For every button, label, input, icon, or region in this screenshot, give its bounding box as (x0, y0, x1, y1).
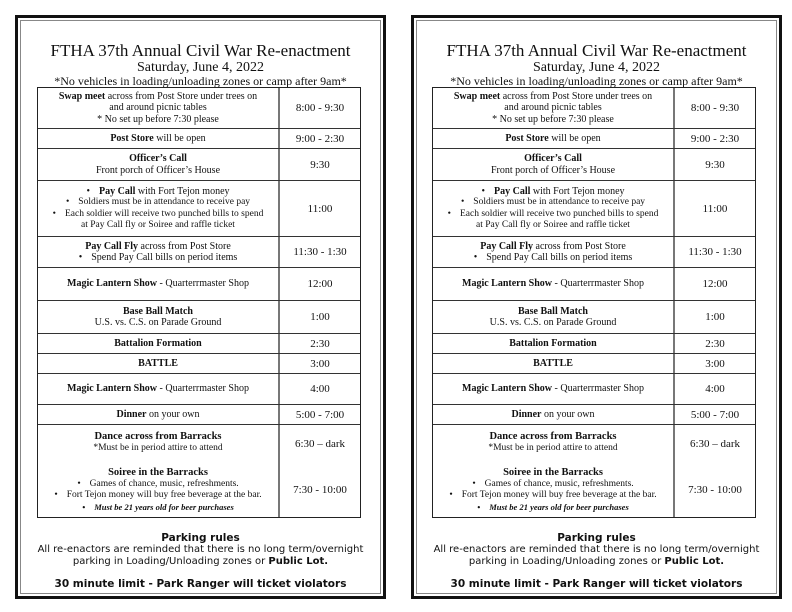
schedule-row-base-ball (433, 301, 755, 334)
event-name: Pay Call (494, 185, 531, 197)
event-time: 9:30 (310, 158, 330, 171)
event-detail: *Must be in period attire to attend (93, 442, 223, 453)
parking-text-prefix: parking in Loading/Unloading zones or (72, 556, 269, 567)
schedule-row-dance (433, 425, 755, 463)
schedule-row-swap-meet (38, 88, 360, 129)
event-note: * No set up before 7:30 please (492, 113, 614, 125)
event-detail: will be open (548, 132, 601, 144)
schedule-row-swap-meet (433, 88, 755, 129)
event-time: 1:00 (705, 311, 725, 323)
event-bullet: • Soldiers must be in attendance to receive pay (66, 197, 250, 209)
event-detail: across from Post Store (533, 240, 626, 252)
event-detail: - Quarterrmaster Shop (157, 383, 249, 395)
flyer-title: FTHA 37th Annual Civil War Re-enactment (446, 41, 747, 60)
schedule-row-magic-lantern-afternoon (433, 374, 755, 405)
event-warning: • Must be 21 years old for beer purchases (477, 502, 629, 514)
event-warning: • Must be 21 years old for beer purchases (82, 502, 234, 514)
event-time: 12:00 (307, 278, 333, 290)
schedule-row-battle (433, 354, 755, 374)
event-time: 11:00 (307, 202, 333, 215)
parking-heading: Parking rules (161, 532, 240, 544)
event-name: Dance across from Barracks (489, 431, 617, 442)
parking-heading: Parking rules (557, 532, 636, 544)
schedule-row-post-store (433, 129, 755, 149)
event-time: 5:00 - 7:00 (690, 408, 740, 421)
event-description (433, 425, 673, 463)
schedule-row-soiree (38, 463, 360, 517)
event-name: Soiree in the Barracks (108, 467, 208, 478)
schedule-row-dinner (38, 405, 360, 425)
event-detail: *Must be in period attire to attend (488, 442, 618, 453)
event-name: BATTLE (533, 357, 573, 369)
schedule-table (37, 87, 361, 518)
event-name: Pay Call Fly (480, 240, 533, 252)
schedule-row-pay-call (433, 181, 755, 237)
event-description (433, 129, 673, 148)
event-date: Saturday, June 4, 2022 (532, 60, 661, 75)
event-description (38, 301, 278, 333)
public-lot-label: Public Lot. (268, 556, 329, 567)
parking-warning: 30 minute limit - Park Ranger will ticket violators (450, 578, 743, 590)
event-time: 2:30 (310, 337, 330, 350)
event-name: Dance across from Barracks (94, 431, 222, 442)
event-time: 5:00 - 7:00 (295, 408, 345, 421)
event-detail: at Pay Call fly or Soiree and raffle ticket (81, 220, 235, 230)
event-name: Magic Lantern Show (462, 383, 553, 395)
event-description (433, 268, 673, 300)
event-detail: on your own (541, 408, 595, 420)
event-date: Saturday, June 4, 2022 (136, 60, 265, 75)
schedule-row-magic-lantern-noon (433, 268, 755, 301)
event-detail: - Quarterrmaster Shop (157, 278, 249, 290)
event-name: Base Ball Match (123, 305, 193, 317)
event-detail: Front porch of Officer’s House (95, 164, 221, 176)
event-description (38, 149, 278, 180)
event-bullet: • Each soldier will receive two punched bills to spend (53, 209, 264, 221)
event-detail: and around picnic tables (504, 102, 602, 114)
event-description (433, 354, 673, 373)
event-name: Post Store (110, 132, 154, 144)
event-description (38, 181, 278, 236)
event-time: 8:00 - 9:30 (690, 102, 740, 114)
event-name: Post Store (505, 132, 549, 144)
event-description (433, 374, 673, 404)
schedule-row-base-ball (38, 301, 360, 334)
event-time: 3:00 (705, 357, 725, 370)
event-name: Pay Call Fly (85, 240, 138, 252)
vehicle-notice: *No vehicles in loading/unloading zones or camp after 9am* (450, 74, 743, 88)
event-time: 3:00 (310, 357, 330, 370)
event-bullet: • Games of chance, music, refreshments. (472, 479, 633, 491)
event-time: 9:00 - 2:30 (690, 132, 740, 145)
event-detail: U.S. vs. C.S. on Parade Ground (94, 317, 222, 328)
schedule-row-soiree (433, 463, 755, 517)
event-bullet: • Spend Pay Call bills on period items (474, 252, 633, 264)
flyer-title: FTHA 37th Annual Civil War Re-enactment (50, 41, 351, 60)
flyer-panel-right (411, 15, 782, 599)
schedule-row-pay-call (38, 181, 360, 237)
schedule-row-battle (38, 354, 360, 374)
parking-text-prefix: parking in Loading/Unloading zones or (468, 556, 665, 567)
schedule-row-post-store (38, 129, 360, 149)
event-time: 11:00 (702, 202, 728, 215)
schedule-row-officers-call (433, 149, 755, 181)
flyer-panel-left (15, 15, 386, 599)
event-detail: U.S. vs. C.S. on Parade Ground (489, 317, 617, 328)
event-description (433, 149, 673, 180)
event-detail: across from Post Store under trees on (500, 90, 653, 102)
event-name: Magic Lantern Show (67, 383, 158, 395)
schedule-row-dance (38, 425, 360, 463)
event-time: 8:00 - 9:30 (295, 102, 345, 114)
event-description (38, 374, 278, 404)
event-description (38, 129, 278, 148)
event-time: 9:00 - 2:30 (295, 132, 345, 145)
event-bullet: • Spend Pay Call bills on period items (79, 252, 238, 264)
event-description (433, 405, 673, 424)
event-description (38, 237, 278, 267)
event-name: Officer’s Call (129, 153, 187, 164)
event-description (38, 405, 278, 424)
public-lot-label: Public Lot. (664, 556, 725, 567)
event-detail: across from Post Store under trees on (105, 90, 258, 102)
parking-text (414, 556, 779, 568)
event-time: 7:30 - 10:00 (688, 484, 742, 496)
event-description (38, 334, 278, 353)
event-bullet: • Fort Tejon money will buy free beverage at the bar. (449, 490, 656, 502)
schedule-row-battalion-formation (38, 334, 360, 354)
event-bullet: • Games of chance, music, refreshments. (77, 479, 238, 491)
event-description (433, 334, 673, 353)
schedule-row-pay-call-fly (38, 237, 360, 268)
parking-rules (18, 532, 383, 590)
event-bullet: • Each soldier will receive two punched bills to spend (448, 209, 659, 221)
schedule-row-magic-lantern-afternoon (38, 374, 360, 405)
event-detail: - Quarterrmaster Shop (552, 383, 644, 395)
event-description (38, 463, 278, 517)
event-time: 11:30 - 1:30 (688, 246, 742, 258)
event-name: BATTLE (138, 357, 178, 369)
schedule-row-officers-call (38, 149, 360, 181)
event-description (433, 463, 673, 517)
event-bullet: • Fort Tejon money will buy free beverage at the bar. (54, 490, 261, 502)
event-time: 9:30 (705, 158, 725, 171)
parking-rules (414, 532, 779, 590)
parking-warning: 30 minute limit - Park Ranger will ticket violators (54, 578, 347, 590)
event-name: Officer’s Call (524, 153, 582, 164)
schedule-row-dinner (433, 405, 755, 425)
event-description (38, 88, 278, 128)
event-detail: and around picnic tables (109, 102, 207, 114)
vehicle-notice: *No vehicles in loading/unloading zones or camp after 9am* (54, 74, 347, 88)
event-time: 4:00 (705, 383, 725, 395)
event-time: 12:00 (702, 278, 728, 290)
event-name: Base Ball Match (518, 305, 588, 317)
event-description (38, 354, 278, 373)
event-detail: at Pay Call fly or Soiree and raffle ticket (476, 220, 630, 230)
event-name: Dinner (511, 408, 542, 420)
event-name: Swap meet (453, 90, 501, 102)
schedule-table (432, 87, 756, 518)
schedule-row-magic-lantern-noon (38, 268, 360, 301)
event-description (38, 425, 278, 463)
event-name: Magic Lantern Show (67, 278, 158, 290)
event-time: 4:00 (310, 383, 330, 395)
event-bullet: • Soldiers must be in attendance to receive pay (461, 197, 645, 209)
event-note: * No set up before 7:30 please (97, 113, 219, 125)
event-name: Swap meet (58, 90, 106, 102)
parking-text (18, 556, 383, 568)
event-time: 2:30 (705, 337, 725, 350)
event-name: Magic Lantern Show (462, 278, 553, 290)
schedule-row-battalion-formation (433, 334, 755, 354)
schedule-row-pay-call-fly (433, 237, 755, 268)
event-time: 1:00 (310, 311, 330, 323)
event-detail: with Fort Tejon money (135, 185, 230, 197)
event-description (433, 237, 673, 267)
event-description (433, 301, 673, 333)
event-detail: across from Post Store (138, 240, 231, 252)
event-detail: with Fort Tejon money (530, 185, 625, 197)
parking-text: All re-enactors are reminded that there is no long term/overnight (433, 544, 760, 555)
event-detail: - Quarterrmaster Shop (552, 278, 644, 290)
event-description (433, 181, 673, 236)
event-detail: on your own (146, 408, 200, 420)
event-time: 11:30 - 1:30 (293, 246, 347, 258)
event-description (433, 88, 673, 128)
event-description (38, 268, 278, 300)
event-name: Dinner (116, 408, 147, 420)
event-time: 6:30 – dark (689, 438, 741, 450)
event-time: 7:30 - 10:00 (293, 484, 347, 496)
event-detail: will be open (153, 132, 206, 144)
event-time: 6:30 – dark (294, 438, 346, 450)
event-name: Battalion Formation (114, 337, 202, 349)
parking-text: All re-enactors are reminded that there is no long term/overnight (37, 544, 364, 555)
event-detail: Front porch of Officer’s House (490, 164, 616, 176)
event-name: Battalion Formation (509, 337, 597, 349)
event-name: Pay Call (99, 185, 136, 197)
event-name: Soiree in the Barracks (503, 467, 603, 478)
